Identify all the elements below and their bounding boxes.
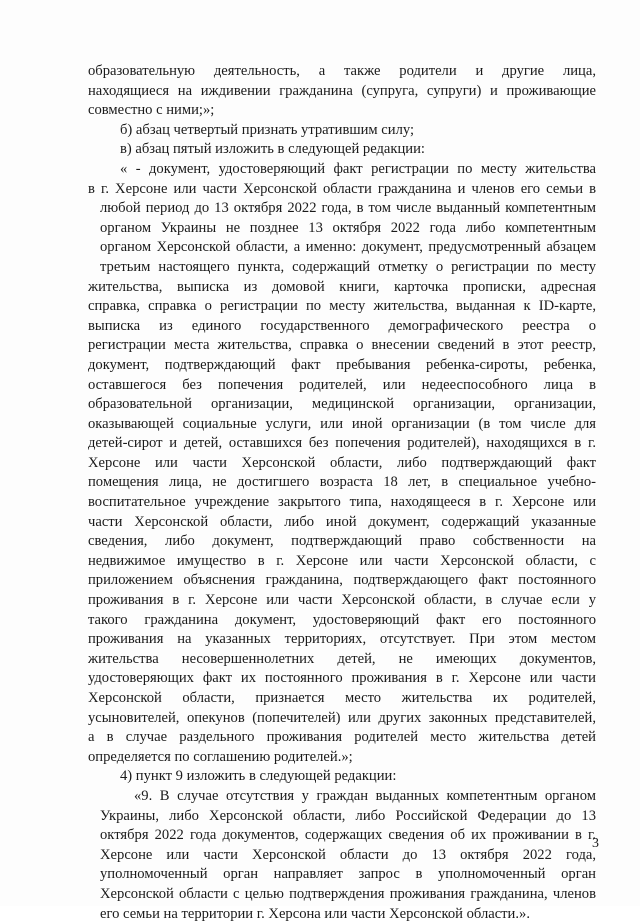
text-line: октября 2022 года документов, содержащих сведения об их проживании в г.	[100, 827, 596, 844]
text-line: оставшегося без попечения родителей, или недееспособного лица в	[88, 376, 596, 393]
text-line: а в случае раздельного проживания родителей место жительства детей	[88, 729, 596, 746]
text-line: жительства, выписка из домовой книги, карточка прописки, адресная	[88, 278, 596, 295]
text-line: регистрации места жительства, справка о внесении сведений в этот реестр,	[88, 337, 596, 354]
text-line: удостоверяющих факт их постоянного проживания в г. Херсоне или части	[88, 670, 596, 687]
text-line: помещения лица, не достигшего возраста 18 лет, в специальное учебно-	[88, 474, 596, 491]
text-line: б) абзац четвертый признать утратившим силу;	[120, 121, 415, 138]
text-line: «9. В случае отсутствия у граждан выданных компетентным органом	[134, 787, 596, 804]
text-line: находящиеся на иждивении гражданина (супруга, супруги) и проживающие	[88, 82, 596, 99]
text-line: в г. Херсоне или части Херсонской области гражданина и членов его семьи в	[88, 180, 596, 197]
text-line: третьим настоящего пункта, содержащий отметку о регистрации по месту	[100, 258, 596, 275]
text-line: Херсоне или части Херсонской области до 13 октября 2022 года,	[100, 846, 596, 863]
paragraph-quoted-document	[88, 160, 596, 767]
text-line: такого гражданина документ, удостоверяющий факт его постоянного	[88, 611, 596, 628]
text-line: проживания в г. Херсоне или части Херсонской области, в случае если у	[88, 592, 596, 609]
paragraph-point-4	[88, 767, 596, 787]
text-line: проживания на указанных территориях, отсутствует. При этом местом	[88, 631, 596, 648]
text-line: Херсонской области, признается место жительства их родителей,	[88, 690, 596, 706]
text-line: совместно с ними;»;	[88, 102, 215, 119]
text-line: жительства несовершеннолетних детей, не имеющих документов,	[88, 650, 596, 667]
text-line: образовательную деятельность, а также родители и другие лица,	[88, 63, 596, 79]
text-line: « - документ, удостоверяющий факт регистрации по месту жительства	[120, 160, 596, 177]
text-line: Херсоне или части Херсонской области, либо подтверждающий факт	[88, 454, 596, 471]
paragraph-point-9	[88, 787, 596, 924]
text-line: детей-сирот и детей, оставшихся без попечения родителей), находящихся в г.	[88, 435, 596, 452]
text-line: в) абзац пятый изложить в следующей редакции:	[120, 141, 425, 158]
text-line: части Херсонской области, либо иной документ, содержащий указанные	[88, 513, 596, 530]
text-line: воспитательное учреждение закрытого типа, находящееся в г. Херсоне или	[88, 494, 596, 511]
text-line: органом Украины не позднее 13 октября 2022 года либо компетентным	[100, 219, 596, 236]
document-body	[88, 62, 596, 924]
text-line: органом Херсонской области, а именно: документ, предусмотренный абзацем	[100, 239, 596, 256]
text-line: уполномоченный орган направляет запрос в уполномоченный орган	[100, 866, 596, 883]
text-line: усыновителей, опекунов (попечителей) или других законных представителей,	[88, 709, 596, 726]
text-line: Херсонской области с целью подтверждения проживания гражданина, членов	[100, 885, 596, 902]
paragraph-v	[88, 140, 596, 160]
text-line: приложением объяснения гражданина, подтверждающего факт постоянного	[88, 572, 596, 589]
text-line: Украины, либо Херсонской области, либо Российской Федерации до 13	[100, 807, 596, 824]
page-number: 3	[592, 836, 599, 851]
text-line: 4) пункт 9 изложить в следующей редакции:	[120, 768, 397, 785]
text-line: недвижимое имущество в г. Херсоне или части Херсонской области, с	[88, 552, 596, 569]
text-line: оказывающей социальные услуги, или иной организации (в том числе для	[88, 415, 596, 432]
text-line: справка, справка о регистрации по месту жительства, выданная к ID-карте,	[88, 298, 596, 315]
text-line: документ, подтверждающий факт пребывания ребенка-сироты, ребенка,	[88, 356, 596, 373]
text-line: выписка из единого государственного демографического реестра о	[88, 317, 596, 334]
text-line: образовательной организации, медицинской организации, организации,	[88, 396, 596, 413]
paragraph-continuation	[88, 62, 596, 121]
text-line: сведения, либо документ, подтверждающий право собственности на	[88, 533, 596, 550]
text-line: определяется по соглашению родителей.»;	[88, 748, 353, 765]
text-line: его семьи на территории г. Херсона или части Херсонской области.».	[100, 905, 530, 922]
text-line: любой период до 13 октября 2022 года, в том числе выданный компетентным	[100, 200, 596, 217]
paragraph-b	[88, 121, 596, 141]
